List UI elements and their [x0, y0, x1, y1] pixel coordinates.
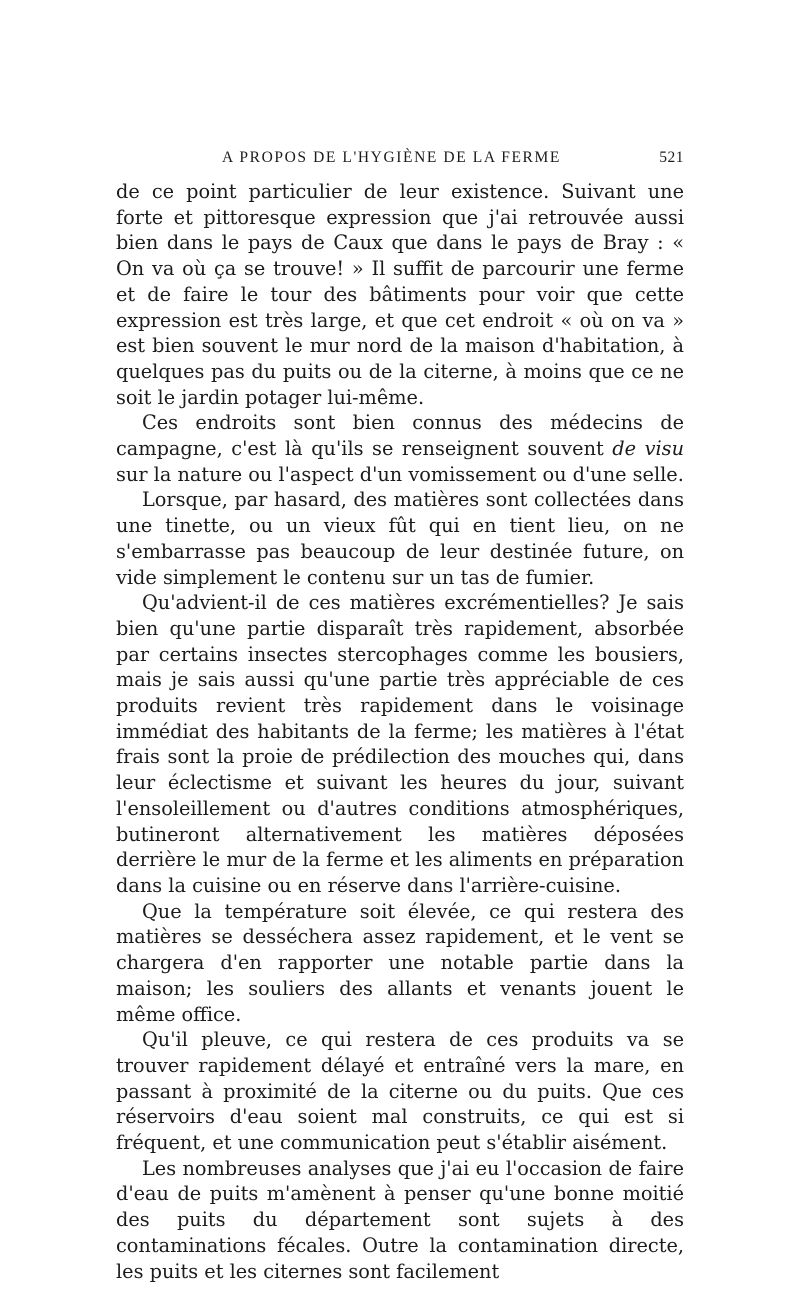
book-page [116, 145, 684, 1284]
running-head [116, 145, 684, 171]
paragraph-text: sur la nature ou l'aspect d'un vomissement ou d'une selle. [116, 462, 684, 486]
paragraph-temperature: Que la température soit élevée, ce qui restera des matières se desséchera assez rapidement, et le vent se chargera d'en rapporter une notable partie dans la maison; les souliers des allants et venants jouent le même office. [116, 899, 684, 1026]
body-text [116, 179, 684, 1284]
paragraph-tinette: Lorsque, par hasard, des matières sont collectées dans une tinette, ou un vieux fût qui en tient lieu, on ne s'embarrasse pas beaucoup de leur destinée future, on vide simplement le contenu sur un tas de fumier. [116, 488, 684, 589]
italic-phrase: de visu [612, 437, 684, 461]
paragraph-text: Ces endroits sont bien connus des médecins de campagne, c'est là qu'ils se renseignent souvent [116, 411, 684, 461]
paragraph-analyses: Les nombreuses analyses que j'ai eu l'occasion de faire d'eau de puits m'amènent à penser qu'une bonne moitié des puits du département sont sujets à des contaminations fécales. Outre la contamination directe, les puits et les citernes sont facilement [116, 1156, 684, 1283]
page-number: 521 [659, 149, 684, 166]
paragraph-matieres: Qu'advient-il de ces matières excrémentielles? Je sais bien qu'une partie disparaît très rapidement, absorbée par certains insectes stercophages comme les bousiers, mais je sais aussi qu'une partie très appréciable de ces produits revient très rapidement dans le voisinage immédiat des habitants de la ferme; les matières à l'état frais sont la proie de prédilection des mouches qui, dans leur éclectisme et suivant les heures du jour, suivant l'ensoleillement ou d'autres conditions atmosphériques, butineront alternativement les matières déposées derrière le mur de la ferme et les aliments en préparation dans la cuisine ou en réserve dans l'arrière-cuisine. [116, 591, 684, 897]
paragraph-medecins [116, 410, 684, 487]
paragraph-pluie: Qu'il pleuve, ce qui restera de ces produits va se trouver rapidement délayé et entraîné vers la mare, en passant à proximité de la citerne ou du puits. Que ces réservoirs d'eau soient mal construits, ce qui est si fréquent, et une communication peut s'établir aisément. [116, 1028, 684, 1155]
running-title: A PROPOS DE L'HYGIÈNE DE LA FERME [222, 149, 561, 166]
paragraph-continuation: de ce point particulier de leur existence. Suivant une forte et pittoresque expression que j'ai retrouvée aussi bien dans le pays de Caux que dans le pays de Bray : « On va où ça se trouve! » Il suffit de parcourir une ferme et de faire le tour des bâtiments pour voir que cette expression est très large, et que cet endroit « où on va » est bien souvent le mur nord de la maison d'habitation, à quelques pas du puits ou de la citerne, à moins que ce ne soit le jardin potager lui-même. [116, 180, 684, 409]
